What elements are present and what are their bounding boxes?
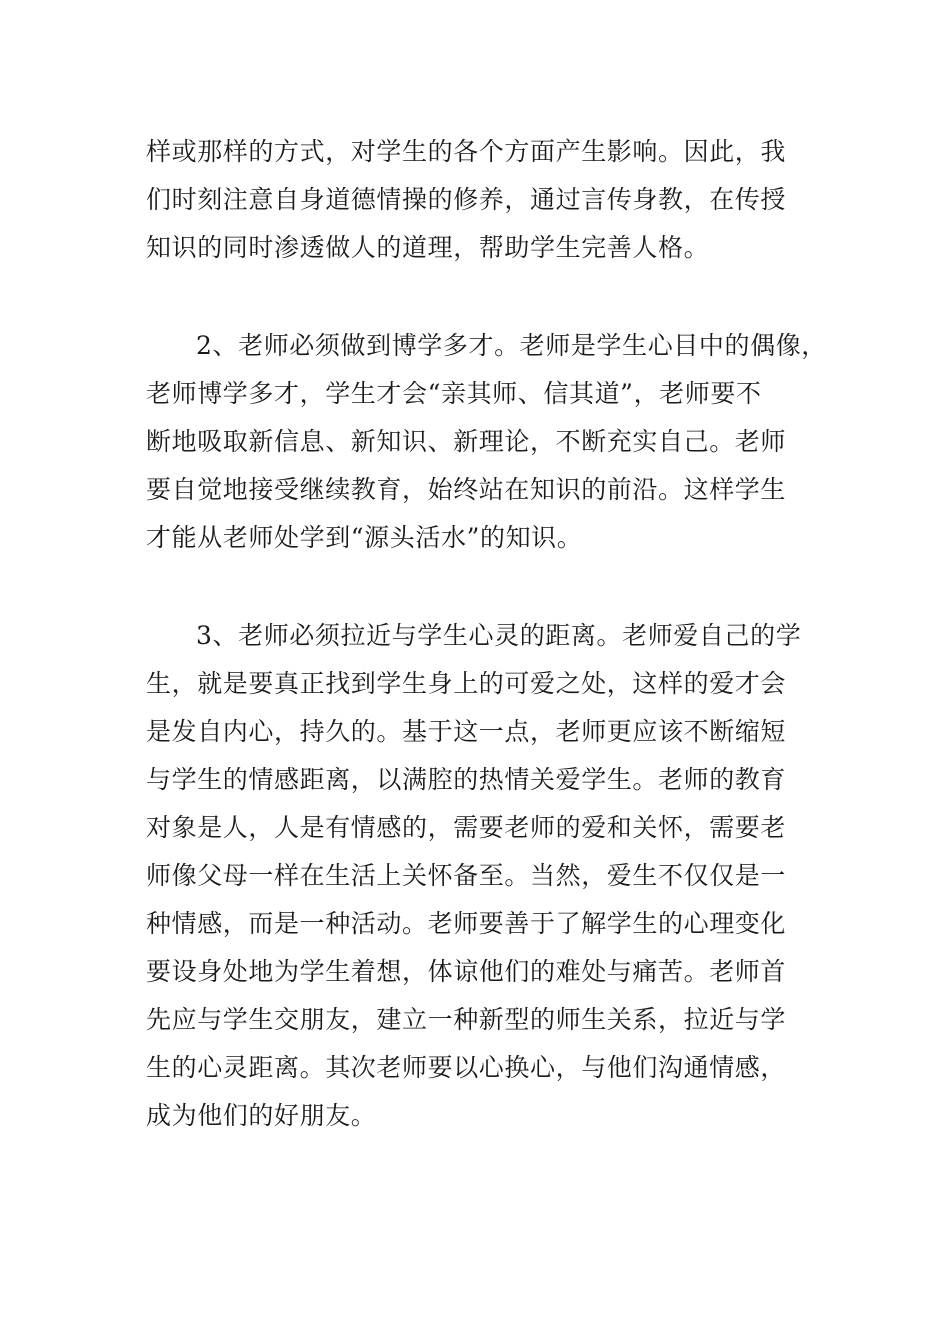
text-line: 对象是人，人是有情感的，需要老师的爱和关怀，需要老 (146, 813, 787, 842)
text-line: 才能从老师处学到“源头活水”的知识。 (146, 523, 583, 552)
text-line: 要设身处地为学生着想，体谅他们的难处与痛苦。老师首 (146, 957, 787, 986)
text-line: 老师博学多才，学生才会“亲其师、信其道”，老师要不 (146, 379, 762, 408)
text-line: 3、老师必须拉近与学生心灵的距离。老师爱自己的学 (196, 621, 802, 650)
text-line: 生的心灵距离。其次老师要以心换心，与他们沟通情感， (146, 1053, 787, 1082)
text-line: 是发自内心，持久的。基于这一点，老师更应该不断缩短 (146, 717, 787, 746)
text-line: 知识的同时渗透做人的道理，帮助学生完善人格。 (146, 233, 710, 262)
paragraph-3 (146, 612, 808, 1140)
text-line: 成为他们的好朋友。 (146, 1101, 377, 1130)
paragraph-spacer (146, 562, 808, 612)
text-line: 样或那样的方式，对学生的各个方面产生影响。因此，我 (146, 137, 787, 166)
text-line: 2、老师必须做到博学多才。老师是学生心目中的偶像， (196, 331, 827, 360)
text-line: 先应与学生交朋友，建立一种新型的师生关系，拉近与学 (146, 1005, 787, 1034)
text-line: 断地吸取新信息、新知识、新理论，不断充实自己。老师 (146, 427, 787, 456)
paragraph-1 (146, 128, 808, 272)
text-line: 生，就是要真正找到学生身上的可爱之处，这样的爱才会 (146, 669, 787, 698)
document-body (146, 128, 827, 1140)
text-line: 师像父母一样在生活上关怀备至。当然，爱生不仅仅是一 (146, 861, 787, 890)
text-line: 们时刻注意自身道德情操的修养，通过言传身教，在传授 (146, 185, 787, 214)
text-line: 与学生的情感距离，以满腔的热情关爱学生。老师的教育 (146, 765, 787, 794)
paragraph-2 (146, 322, 827, 562)
paragraph-spacer (146, 272, 808, 322)
text-line: 要自觉地接受继续教育，始终站在知识的前沿。这样学生 (146, 475, 787, 504)
text-line: 种情感，而是一种活动。老师要善于了解学生的心理变化 (146, 909, 787, 938)
